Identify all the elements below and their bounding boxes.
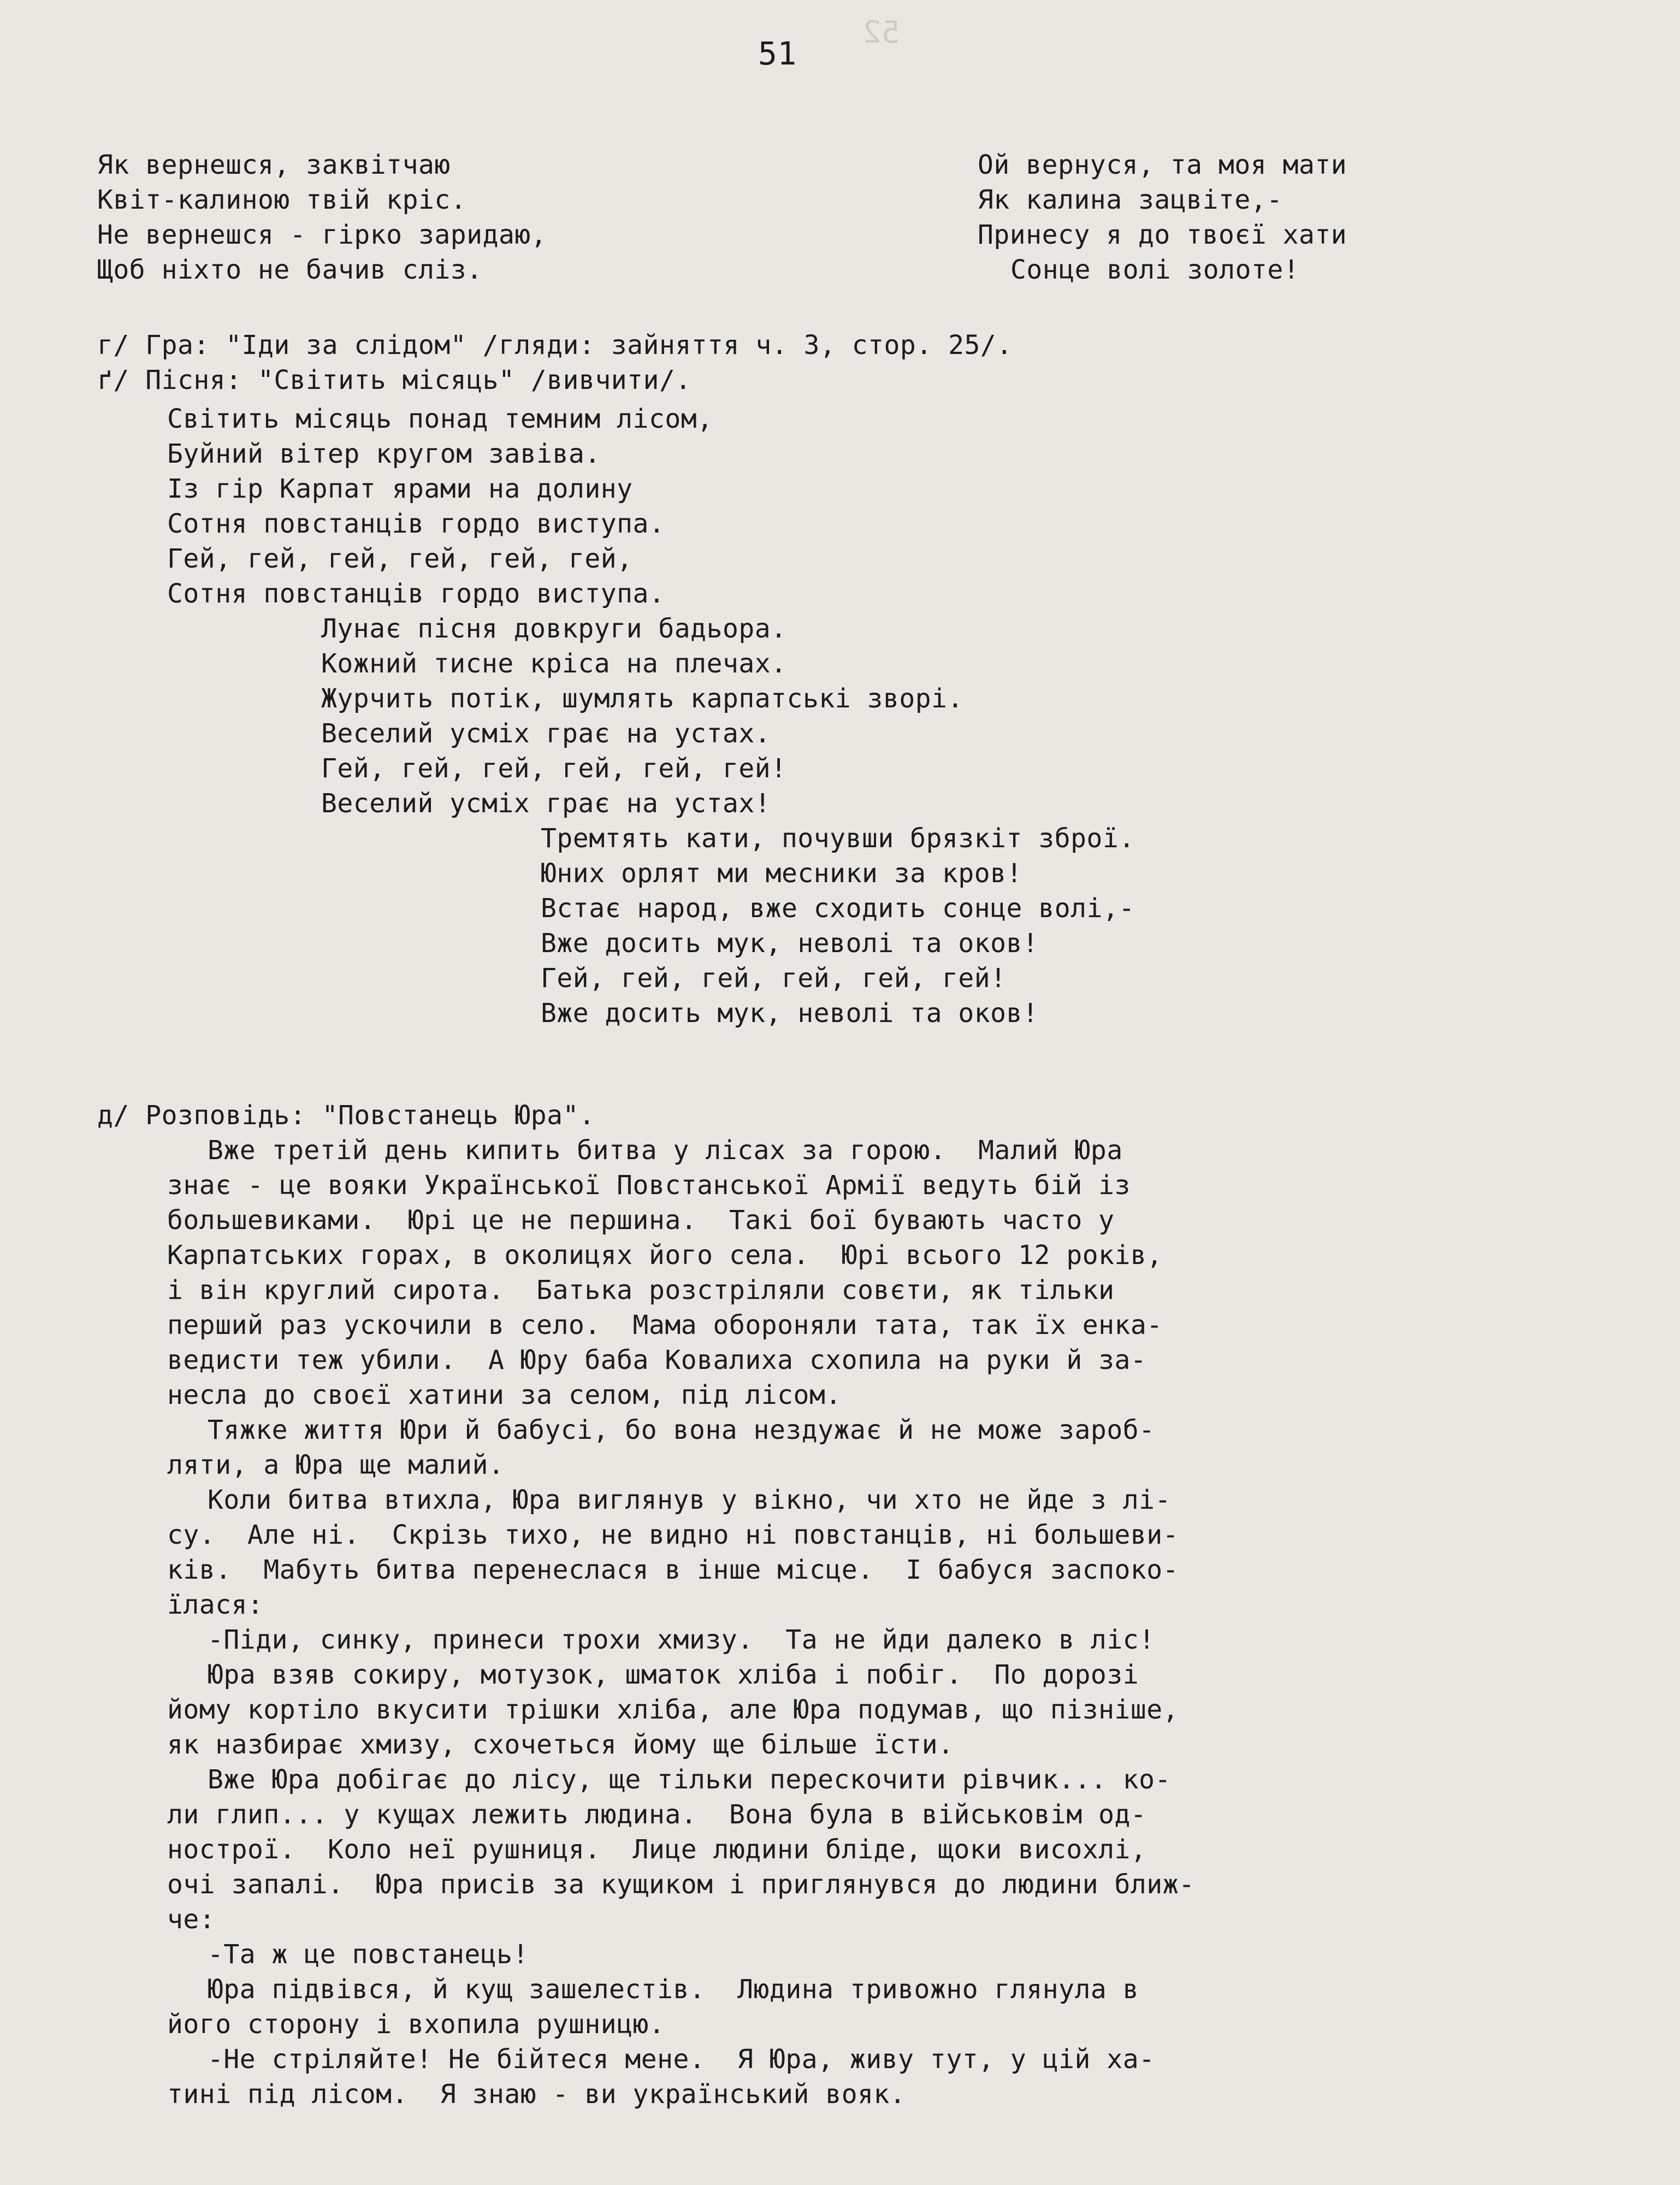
poem-left-line: Не вернешся - гірко заридаю, — [97, 220, 547, 250]
song-stanza1-line: Із гір Карпат ярами на долину — [167, 474, 633, 504]
story-line: ли глип... у кущах лежить людина. Вона була в військовім од- — [167, 1799, 1147, 1830]
story-line: Вже Юра добігає до лісу, ще тільки перескочити рівчик... ко- — [208, 1764, 1171, 1795]
poem-right-line: Принесу я до твоєї хати — [978, 220, 1347, 250]
song-stanza2-line: Веселий усміх грає на устах. — [321, 718, 771, 749]
song-stanza3-line: Юних орлят ми месники за кров! — [541, 858, 1022, 889]
song-stanza3-line: Встає народ, вже сходить сонце волі,- — [541, 893, 1135, 924]
song-stanza2-line: Веселий усміх грає на устах! — [321, 788, 771, 819]
story-line: большевиками. Юрі це не першина. Такі бої бувають часто у — [167, 1205, 1115, 1236]
story-line: і він круглий сирота. Батька розстріляли совєти, як тільки — [167, 1275, 1115, 1306]
song-stanza2-line: Лунає пісня довкруги бадьора. — [321, 613, 787, 644]
story-line: несла до своєї хатини за селом, під лісом. — [167, 1380, 842, 1410]
song-stanza3-line: Гей, гей, гей, гей, гей, гей! — [541, 963, 1007, 994]
story-line: знає - це вояки Української Повстанської Армії ведуть бій із — [167, 1170, 1131, 1201]
story-line: ків. Мабуть битва перенеслася в інше місце. І бабуся заспоко- — [167, 1555, 1179, 1585]
story-line: очі запалі. Юра присів за кущиком і приглянувся до людини ближ- — [167, 1869, 1195, 1900]
poem-right-line: Сонце волі золоте! — [1010, 255, 1300, 285]
poem-left-line: Квіт-калиною твій кріс. — [97, 185, 467, 215]
story-line: тині під лісом. Я знаю - ви український вояк. — [167, 2079, 906, 2110]
story-line: нострої. Коло неї рушниця. Лице людини бліде, щоки висохлі, — [167, 1834, 1147, 1865]
poem-left-line: Як вернешся, заквітчаю — [97, 150, 451, 180]
song-stanza3-line: Вже досить мук, неволі та оков! — [541, 998, 1039, 1029]
story-line: су. Але ні. Скрізь тихо, не видно ні повстанців, ні большеви- — [167, 1520, 1179, 1550]
poem-right-line: Ой вернуся, та моя мати — [978, 150, 1347, 180]
song-stanza1-line: Сотня повстанців гордо виступа. — [167, 578, 665, 609]
story-line: Карпатських горах, в околицях його села. Юрі всього 12 років, — [167, 1240, 1163, 1271]
song-stanza1-line: Сотня повстанців гордо виступа. — [167, 509, 665, 539]
story-line: -Та ж це повстанець! — [208, 1939, 529, 1970]
story-line: -Не стріляйте! Не бійтеся мене. Я Юра, живу тут, у цій ха- — [208, 2044, 1155, 2075]
bleed-through-page-number: 52 — [863, 15, 900, 50]
story-line: Коли битва втихла, Юра виглянув у вікно, чи хто не йде з лі- — [208, 1485, 1171, 1515]
song-stanza1-line: Гей, гей, гей, гей, гей, гей, — [167, 544, 633, 574]
song-stanza3-line: Вже досить мук, неволі та оков! — [541, 928, 1039, 959]
song-stanza2-line: Гей, гей, гей, гей, гей, гей! — [321, 753, 787, 784]
story-line: Тяжке життя Юри й бабусі, бо вона нездужає й не може зароб- — [208, 1415, 1155, 1445]
item-gg-song: ґ/ Пісня: "Світить місяць" /вивчити/. — [97, 365, 691, 395]
story-line: Юра підвівся, й кущ зашелестів. Людина тривожно глянула в — [208, 1974, 1139, 2005]
story-line: че: — [167, 1904, 216, 1935]
song-stanza2-line: Кожний тисне кріса на плечах. — [321, 648, 787, 679]
poem-left-line: Щоб ніхто не бачив сліз. — [97, 255, 483, 285]
story-line: Вже третій день кипить битва у лісах за горою. Малий Юра — [208, 1135, 1123, 1166]
song-stanza1-line: Світить місяць понад темним лісом, — [167, 404, 713, 434]
song-stanza3-line: Тремтять кати, почувши брязкіт зброї. — [541, 823, 1135, 854]
story-line: як назбирає хмизу, схочеться йому ще більше їсти. — [167, 1729, 954, 1760]
story-line: йому кортіло вкусити трішки хліба, але Юра подумав, що пізніше, — [167, 1694, 1179, 1725]
page-number: 51 — [758, 35, 797, 72]
story-line: перший раз ускочили в село. Мама обороняли тата, так їх енка- — [167, 1310, 1163, 1340]
story-line: ляти, а Юра ще малий. — [167, 1450, 505, 1480]
story-line: -Піди, синку, принеси трохи хмизу. Та не йди далеко в ліс! — [208, 1625, 1155, 1655]
story-line: його сторону і вхопила рушницю. — [167, 2009, 665, 2040]
song-stanza1-line: Буйний вітер кругом завіва. — [167, 439, 601, 469]
song-stanza2-line: Журчить потік, шумлять карпатські зворі. — [321, 683, 963, 714]
story-line: їлася: — [167, 1590, 264, 1620]
poem-right-line: Як калина зацвіте,- — [978, 185, 1283, 215]
item-d-story-heading: д/ Розповідь: "Повстанець Юра". — [97, 1100, 595, 1131]
item-g-game: г/ Гра: "Іди за слідом" /гляди: зайняття ч. 3, стор. 25/. — [97, 330, 1013, 361]
story-line: Юра взяв сокиру, мотузок, шматок хліба і побіг. По дорозі — [208, 1660, 1139, 1690]
story-line: ведисти теж убили. А Юру баба Ковалиха схопила на руки й за- — [167, 1345, 1147, 1375]
